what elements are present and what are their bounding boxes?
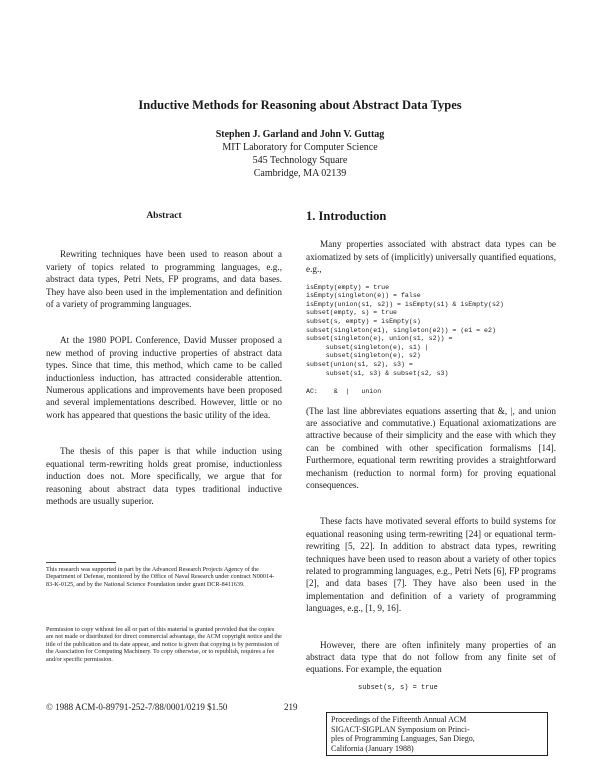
intro-paragraph: (The last line abbreviates equations asserting that &, |, and union are associative and commutative.) Equational axiomatizations are attractive because of their simplicity and the ease with which they can be combined with other specification formalisms [14]. Furthermore, equational term rewriting provides a straightforward mechanism (reduction to normal form) for proving equational consequences. [306, 405, 556, 490]
introduction-heading: 1. Introduction [306, 209, 387, 223]
code-line: isEmpty(singleton(e)) = false [306, 292, 421, 300]
code-line: subset(singleton(e), union(s1, s2)) = [306, 335, 453, 343]
code-line: subset(s1, s3) & subset(s2, s3) [306, 369, 449, 377]
left-column [46, 210, 282, 531]
code-line: subset(union(s1, s2), s3) = [306, 360, 413, 368]
code-line: isEmpty(union(s1, s2)) = isEmpty(s1) & isEmpty(s2) [306, 300, 504, 308]
ac-declaration: AC: & | union [306, 388, 382, 396]
author-street: 545 Technology Square [252, 155, 348, 166]
proceedings-line: Proceedings of the Fifteenth Annual ACM [331, 715, 467, 724]
abstract-paragraph: The thesis of this paper is that while induction using equational term-rewriting holds great promise, inductionless induction does not. More specifically, we argue that for reasoning about abstract data types traditional inductive methods are usually superior. [46, 446, 282, 506]
abstract-paragraph: At the 1980 POPL Conference, David Musser proposed a new method of proving inductive properties of abstract data types. Since that time, this method, which came to be called inductionless induction, has attracted considerable attention. Numerous applications and improvements have been proposed and several implementations described. However, little or no work has appeared that questions the basic utility of the idea. [46, 335, 282, 420]
right-column [306, 210, 556, 694]
footnote-rule [46, 562, 116, 563]
code-line: subset(singleton(e), s1) | [306, 343, 429, 351]
intro-paragraph: These facts have motivated several efforts to build systems for equational reasoning using term-rewriting [24] or equational term-rewriting [5, 22]. In addition to abstract data types, rewriting techniques have been used to reason about a variety of other topics related to programming languages, e.g., Petri Nets [6], FP programs [2], and data bases [7]. They have also been used in the implementation and definition of a variety of programming languages, e.g., [1, 9, 16]. [306, 516, 556, 614]
author-block [0, 128, 600, 180]
proceedings-box [326, 712, 548, 756]
proceedings-line: SIGACT-SIGPLAN Symposium on Princi- [331, 724, 470, 734]
code-line: subset(s, empty) = isEmpty(s) [306, 318, 421, 325]
intro-paragraph: Many properties associated with abstract data types can be axiomatized by sets of (implicitly) universally quantified equations, e.g., [306, 239, 556, 275]
proceedings-line: California (January 1988) [331, 743, 414, 753]
code-line: subset(empty, s) = true [306, 309, 398, 317]
equation: subset(s, s) = true [358, 683, 438, 692]
proceedings-line: ples of Programming Languages, San Diego, [331, 734, 475, 744]
copyright-line: © 1988 ACM-0-89791-252-7/88/0001/0219 $1.50 [46, 702, 228, 712]
author-affiliation: MIT Laboratory for Computer Science [222, 142, 378, 153]
author-city: Cambridge, MA 02139 [253, 168, 347, 179]
abstract-paragraph: Rewriting techniques have been used to reason about a variety of topics related to programming languages, e.g., abstract data types, Petri Nets, FP programs, and data bases. They have also been used in the implementation and definition of a variety of programming languages. [46, 249, 282, 310]
code-line: subset(singleton(e), s2) [306, 352, 421, 360]
funding-footnote: This research was supported in part by the Advanced Research Projects Agency of the Department of Defense, monitored by the Office of Naval Research under contract N00014-83-K-0125, and by the National Science Foundation under grant DCR-8411639. [46, 566, 275, 588]
code-line: isEmpty(empty) = true [306, 283, 390, 291]
intro-paragraph: However, there are often infinitely many properties of an abstract data type that do not follow from any finite set of equations. For example, the equation [306, 639, 556, 675]
paper-title: Inductive Methods for Reasoning about Abstract Data Types [138, 98, 462, 112]
code-line: subset(singleton(e1), singleton(e2)) = (e1 = e2) [306, 326, 496, 334]
permission-notice: Permission to copy without fee all or part of this material is granted provided that the copies are not made or distributed for direct commercial advantage, the ACM copyright notice and the title of the publication and its date appear, and notice is given that copying is by permission of the Association for Computing Machinery. To copy otherwise, or to republish, requires a fee and/or specific permission. [46, 626, 282, 663]
abstract-heading: Abstract [146, 211, 182, 221]
page-number: 219 [284, 702, 298, 712]
code-block [306, 284, 556, 379]
author-names: Stephen J. Garland and John V. Guttag [215, 129, 385, 140]
